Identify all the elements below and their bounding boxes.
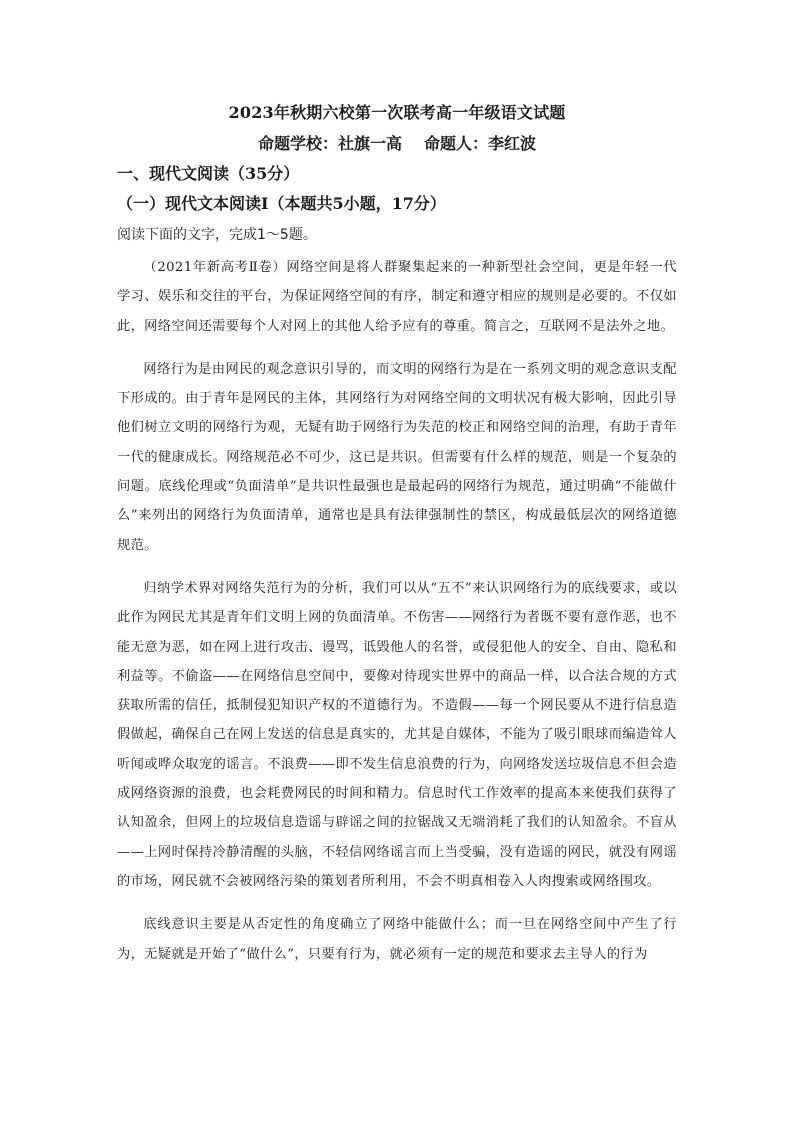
reading-instruction: 阅读下面的文字，完成1～5题。	[117, 227, 317, 243]
passage-paragraph: 底线意识主要是从否定性的角度确立了网络中能做什么；而一旦在网络空间中产生了行为，无疑就是开始了“做什么”，只要有行为，就必须有一定的规范和要求去主导人的行为	[117, 917, 677, 962]
passage-paragraph: 网络行为是由网民的观念意识引导的，而文明的网络行为是在一系列文明的观念意识支配下形成的。由于青年是网民的主体，其网络行为对网络空间的文明状况有极大影响，因此引导他们树立文明的网络行为观，无疑有助于网络行为失范的校正和网络空间的治理，有助于青年一代的健康成长。网络规范必不可少，这已是共识。但需要有什么样的规范，则是一个复杂的问题。底线伦理或“负面清单”是共识性最强也是最起码的网络行为规范，通过明确“不能做什么”来列出的网络行为负面清单，通常也是具有法律强制性的禁区，构成最低层次的网络道德规范。	[117, 361, 677, 553]
passage-paragraph: （2021年新高考Ⅱ卷）网络空间是将人群聚集起来的一种新型社会空间，更是年轻一代学习、娱乐和交往的平台，为保证网络空间的有序，制定和遵守相应的规则是必要的。不仅如此，网络空间还需要每个人对网上的其他人给予应有的尊重。简言之，互联网不是法外之地。	[117, 260, 677, 334]
question-school: 命题学校：社旗一高	[257, 134, 402, 153]
exam-title: 2023年秋期六校第一次联考高一年级语文试题	[228, 103, 566, 122]
subsection-heading: （一）现代文本阅读Ⅰ（本题共5小题，17分）	[117, 194, 446, 213]
passage-paragraph: 归纳学术界对网络失范行为的分析，我们可以从“五不”来认识网络行为的底线要求，或以此作为网民尤其是青年们文明上网的负面清单。不伤害——网络行为者既不要有意作恶，也不能无意为恶，如在网上进行攻击、谩骂，诋毁他人的名誉，或侵犯他人的安全、自由、隐私和利益等。不偷盗——在网络信息空间中，要像对待现实世界中的商品一样，以合法合规的方式获取所需的信任，抵制侵犯知识产权的不道德行为。不造假——每一个网民要从不进行信息造假做起，确保自己在网上发送的信息是真实的，尤其是自媒体，不能为了吸引眼球而编造耸人听闻或哗众取宠的谣言。不浪费——即不发生信息浪费的行为，向网络发送垃圾信息不但会造成网络资源的浪费，也会耗费网民的时间和精力。信息时代工作效率的提高本来使我们获得了认知盈余，但网上的垃圾信息造谣与辟谣之间的拉锯战又无端消耗了我们的认知盈余。不盲从——上网时保持冷静清醒的头脑，不轻信网络谣言而上当受骗，没有造谣的网民，就没有网谣的市场，网民就不会被网络污染的策划者所利用，不会不明真相卷入人肉搜索或网络围攻。	[117, 580, 677, 889]
reading-passage	[117, 253, 677, 969]
question-author: 命题人：李红波	[424, 134, 537, 153]
exam-credits	[117, 128, 677, 159]
section-heading: 一、现代文阅读（35分）	[117, 164, 300, 183]
exam-page	[117, 97, 677, 969]
